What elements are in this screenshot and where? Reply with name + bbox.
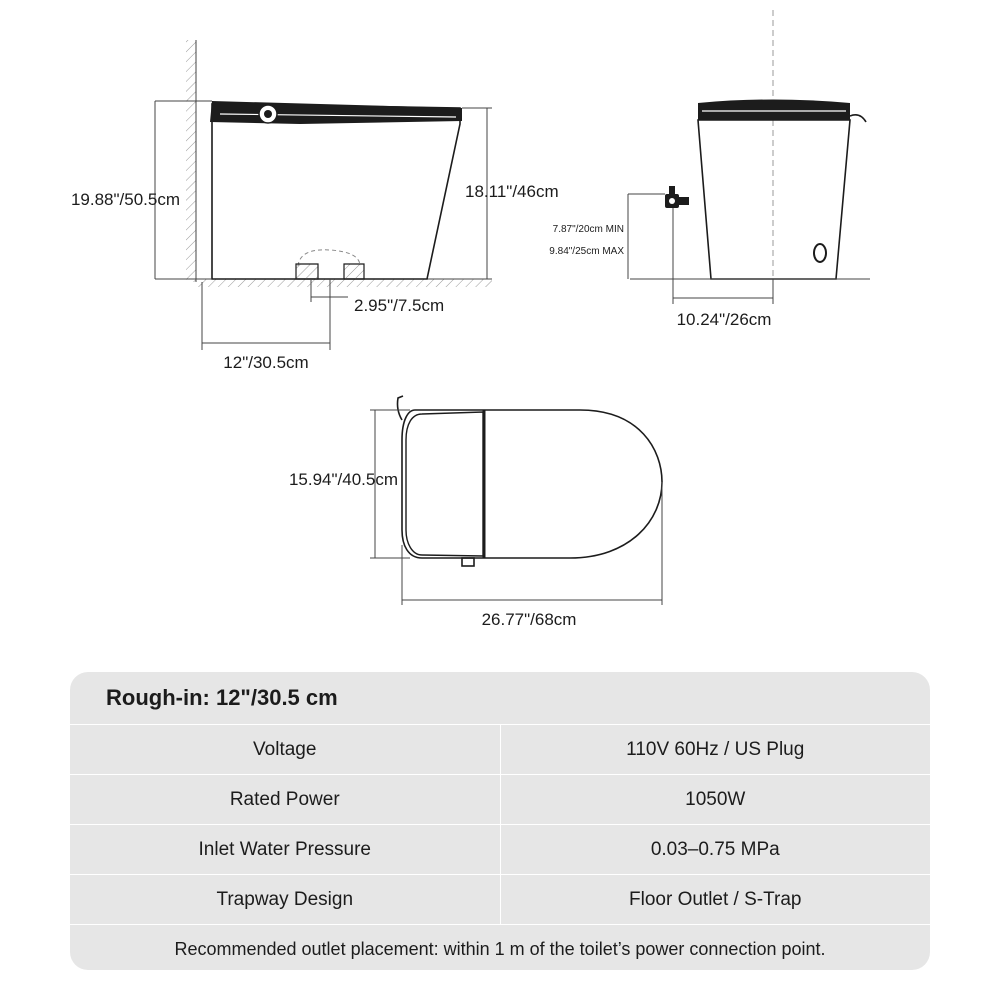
seat-height-label: 18.11"/46cm bbox=[465, 182, 559, 201]
table-row bbox=[70, 775, 930, 825]
spec-label: Inlet Water Pressure bbox=[70, 825, 501, 874]
wall-hatch bbox=[186, 40, 196, 282]
spec-value: 0.03–0.75 MPa bbox=[650, 838, 780, 860]
floor-hatch bbox=[196, 279, 492, 287]
toilet-body-front bbox=[698, 120, 850, 279]
spec-value: Floor Outlet / S-Trap bbox=[629, 888, 802, 910]
inlet-min-label: 7.87"/20cm MIN bbox=[552, 224, 624, 235]
table-row bbox=[70, 825, 930, 875]
top-view bbox=[289, 396, 662, 629]
overall-width-label: 15.94"/40.5cm bbox=[288, 470, 398, 489]
overall-height-label: 19.88"/50.5cm bbox=[70, 190, 180, 209]
toilet-lid-side bbox=[210, 101, 462, 124]
inlet-lateral-label: 10.24"/26cm bbox=[676, 310, 772, 329]
spec-value: 1050W bbox=[685, 788, 746, 810]
table-row bbox=[70, 725, 930, 775]
spec-table-title: Rough-in: 12"/30.5 cm bbox=[70, 672, 930, 725]
spec-label: Voltage bbox=[70, 725, 501, 774]
spec-label: Rated Power bbox=[70, 775, 501, 824]
spec-value: 110V 60Hz / US Plug bbox=[626, 738, 805, 760]
water-inlet-valve-icon bbox=[665, 186, 689, 208]
spec-label: Trapway Design bbox=[70, 875, 501, 924]
rough-in-label: 12"/30.5cm bbox=[223, 353, 309, 372]
inlet-max-label: 9.84"/25cm MAX bbox=[549, 246, 624, 257]
power-button-icon bbox=[814, 244, 826, 262]
side-view bbox=[71, 40, 559, 372]
outlet-offset-label: 2.95"/7.5cm bbox=[354, 296, 445, 315]
outlet-placement-note: Recommended outlet placement: within 1 m of the toilet’s power connection point. bbox=[174, 939, 826, 959]
table-row bbox=[70, 875, 930, 925]
toilet-lid-front bbox=[698, 100, 850, 121]
overall-length-label: 26.77"/68cm bbox=[481, 610, 577, 629]
spec-table bbox=[70, 672, 930, 970]
toilet-outline-top bbox=[402, 410, 662, 558]
front-view bbox=[549, 10, 870, 329]
toilet-body-side bbox=[212, 104, 460, 279]
